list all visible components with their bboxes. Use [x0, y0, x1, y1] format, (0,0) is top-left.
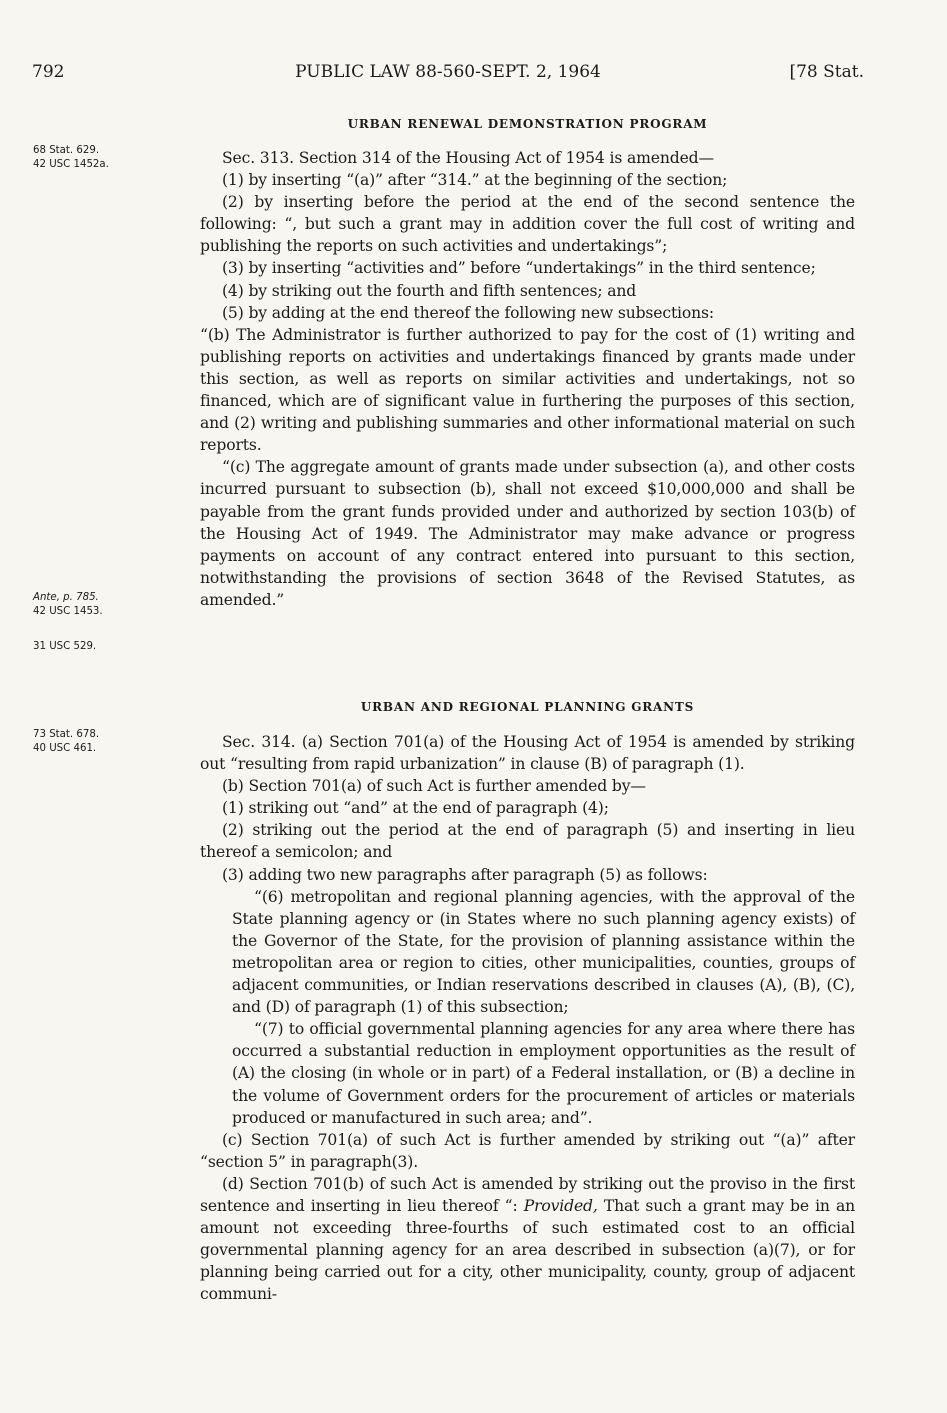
margin-note-statute	[33, 144, 193, 172]
paragraph: (5) by adding at the end thereof the following new subsections:	[222, 303, 714, 322]
margin-note-line: 42 USC 1453.	[33, 606, 103, 617]
paragraph: (1) striking out “and” at the end of paragraph (4);	[222, 799, 609, 818]
margin-note-line: 31 USC 529.	[33, 641, 97, 652]
margin-note-line: 40 USC 461.	[33, 743, 97, 754]
paragraph-proviso	[200, 1173, 855, 1306]
running-title: PUBLIC LAW 88-560-SEPT. 2, 1964	[295, 62, 601, 82]
paragraph: “(c) The aggregate amount of grants made under subsection (a), and other costs incurred pursuant to subsection (b), shall not exceed $10,000,000 and shall be payable from the grant funds provided under and authorized by section 103(b) of the Housing Act of 1949. The Administrator may make advance or progress payments on account of any contract entered into pursuant to this section, notwithstanding the provisions of section 3648 of the Revised Statutes, as amended.”	[200, 458, 855, 609]
volume-reference: [78 Stat.	[789, 62, 864, 82]
proviso-lead: (d) Section 701(b) of such Act is amended by striking out the proviso in the first sentence and inserting in lieu thereof “:	[200, 1174, 855, 1215]
margin-note-usc	[33, 640, 193, 654]
margin-note-statute-2	[33, 728, 193, 756]
page-number: 792	[32, 62, 65, 82]
margin-note-ante	[33, 591, 193, 619]
page-header	[32, 62, 864, 88]
paragraph: “(b) The Administrator is further authorized to pay for the cost of (1) writing and publishing reports on activities and undertakings financed by grants made under this section, as well as reports on similar activities and undertakings, not so financed, which are of significant value in furthering the purposes of this section, and (2) writing and publishing summaries and other informational material on such reports.	[200, 325, 855, 455]
paragraph: (2) by inserting before the period at the end of the second sentence the following: “, but such a grant may in addition cover the full cost of writing and publishing the reports on such activities and undertakings”;	[200, 193, 855, 256]
paragraph: (3) by inserting “activities and” before “undertakings” in the third sentence;	[222, 259, 816, 278]
paragraph: “(6) metropolitan and regional planning agencies, with the approval of the State planning agency or (in States where no such planning agency exists) of the Governor of the State, for the provision of planning assistance within the metropolitan area or region to cities, other municipalities, counties, groups of adjacent communities, or Indian reservations described in clauses (A), (B), (C), and (D) of paragraph (1) of this subsection;	[232, 887, 855, 1017]
paragraph: (1) by inserting “(a)” after “314.” at the beginning of the section;	[222, 171, 728, 190]
margin-note-line: Ante, p. 785.	[33, 592, 99, 603]
paragraph: (c) Section 701(a) of such Act is further amended by striking out “(a)” after “section 5” in paragraph(3).	[200, 1130, 855, 1171]
section-313-intro: Sec. 313. Section 314 of the Housing Act of 1954 is amended—	[222, 149, 714, 167]
margin-note-line: 68 Stat. 629.	[33, 145, 100, 156]
new-paragraphs-block	[200, 886, 855, 1129]
paragraph: (4) by striking out the fourth and fifth sentences; and	[222, 281, 637, 300]
proviso-rest: That such a grant may be in an amount not exceeding three-fourths of such estimated cost to an official governmental planning agency for an area described in subsection (a)(7), or for planning being carried out for a city, other municipality, county, group of adjacent communi-	[200, 1196, 856, 1304]
proviso-provided: Provided,	[523, 1196, 598, 1215]
paragraph: (2) striking out the period at the end of paragraph (5) and inserting in lieu thereof a semicolon; and	[200, 821, 855, 862]
section-314-intro: Sec. 314. (a) Section 701(a) of the Housing Act of 1954 is amended by striking out “resulting from rapid urbanization” in clause (B) of paragraph (1).	[200, 733, 855, 774]
margin-note-line: 42 USC 1452a.	[33, 159, 109, 170]
section-314-text	[200, 731, 855, 1305]
section-heading-urban-renewal: URBAN RENEWAL DEMONSTRATION PROGRAM	[347, 117, 708, 131]
paragraph: (b) Section 701(a) of such Act is further amended by—	[222, 777, 646, 796]
paragraph: “(7) to official governmental planning agencies for any area where there has occurred a substantial reduction in employment opportunities as the result of (A) the closing (in whole or in part) of a Federal installation, or (B) a decline in the volume of Government orders for the procurement of articles or materials produced or manufactured in such area; and”.	[232, 1020, 855, 1127]
section-313-text	[200, 147, 855, 611]
section-heading-urban-regional-planning: URBAN AND REGIONAL PLANNING GRANTS	[360, 700, 695, 714]
margin-note-line: 73 Stat. 678.	[33, 729, 100, 740]
paragraph: (3) adding two new paragraphs after paragraph (5) as follows:	[222, 865, 708, 884]
